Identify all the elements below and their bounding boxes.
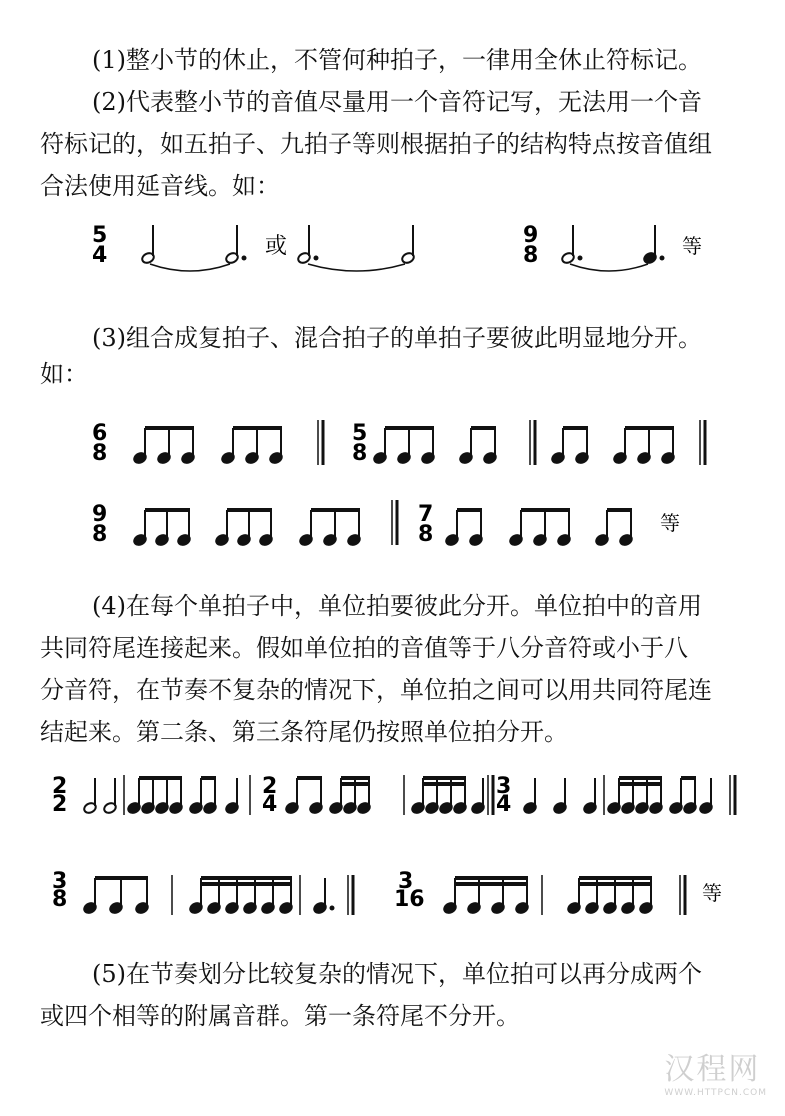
beam (201, 882, 292, 886)
beam (607, 508, 632, 512)
tie (570, 264, 648, 271)
beam (521, 508, 570, 512)
beam (233, 426, 282, 430)
paragraph-4-line-2: 共同符尾连接起来。假如单位拍的音值等于八分音符或小于八 (40, 634, 688, 662)
ex4-timesig-b-top: 2 (262, 774, 278, 799)
beam (139, 776, 182, 780)
example-5-simple (52, 869, 722, 912)
beam (341, 782, 370, 786)
augmentation-dot (314, 256, 319, 261)
ex1-timesig-a-bottom: 4 (92, 243, 108, 268)
beam (95, 876, 148, 880)
paragraph-2-line-2: 符标记的，如五拍子、九拍子等则根据拍子的结构特点按音值组 (40, 130, 712, 158)
ex4-timesig-a-bottom: 2 (52, 792, 68, 817)
paragraph-2-line-1: (2)代表整小节的音值尽量用一个音符记写，无法用一个音 (92, 88, 702, 116)
ex4-timesig-b-bottom: 4 (262, 792, 278, 817)
ex5-timesig-b-top: 3 (398, 869, 414, 894)
beam (201, 776, 216, 780)
beam (457, 508, 482, 512)
beam (579, 876, 652, 880)
beam (227, 508, 272, 512)
watermark-url: WWW.HTTPCN.COM (664, 1088, 767, 1098)
beam (385, 426, 434, 430)
beam (471, 426, 496, 430)
paragraph-3-line-1: (3)组合成复拍子、混合拍子的单拍子要彼此明显地分开。 (92, 324, 702, 352)
watermark-brand: 汉程网 (664, 1052, 761, 1087)
ex5-timesig-a-top: 3 (52, 869, 68, 894)
ex4-timesig-c-top: 3 (496, 774, 512, 799)
ex2-timesig-a-top: 6 (92, 421, 108, 446)
ex1-timesig-a-top: 5 (92, 223, 108, 248)
notes-layer (83, 225, 735, 915)
ex3-timesig-b-top: 7 (418, 502, 434, 527)
beam (681, 776, 696, 780)
augmentation-dot (578, 256, 583, 261)
paragraph-2-line-3: 合法使用延音线。如： (40, 172, 280, 200)
ex5-timesig-b-bottom: 16 (394, 887, 425, 912)
example-1-ties (92, 223, 702, 268)
ex2-timesig-b-bottom: 8 (352, 441, 368, 466)
ex1-timesig-b-bottom: 8 (523, 243, 539, 268)
ex4-timesig-a-top: 2 (52, 774, 68, 799)
beam (423, 776, 466, 780)
beam (563, 426, 588, 430)
beam (311, 508, 360, 512)
beam (145, 426, 194, 430)
augmentation-dot (660, 256, 665, 261)
beam (297, 776, 322, 780)
ex3-timesig-b-bottom: 8 (418, 522, 434, 547)
beam (455, 882, 528, 886)
ex3-timesig-a-top: 9 (92, 502, 108, 527)
beam (201, 876, 292, 880)
beam (455, 876, 528, 880)
ex5-timesig-a-bottom: 8 (52, 887, 68, 912)
ex4-timesig-c-bottom: 4 (496, 792, 512, 817)
beam (341, 776, 370, 780)
augmentation-dot (330, 906, 335, 911)
ex2-timesig-b-top: 5 (352, 421, 368, 446)
paragraph-1: (1)整小节的休止，不管何种拍子，一律用全休止符标记。 (92, 46, 702, 74)
ex3-etc-label: 等 (660, 511, 680, 535)
beam (619, 776, 662, 780)
beam (423, 782, 466, 786)
tie (308, 264, 405, 271)
beam (625, 426, 674, 430)
beam (145, 508, 190, 512)
paragraph-4-line-3: 分音符，在节奏不复杂的情况下，单位拍之间可以用共同符尾连 (40, 676, 712, 704)
tie (150, 264, 230, 271)
watermark (664, 1044, 767, 1098)
paragraph-4-line-4: 结起来。第二条、第三条符尾仍按照单位拍分开。 (40, 718, 568, 746)
ex1-or-label: 或 (265, 234, 288, 259)
ex1-timesig-b-top: 9 (523, 223, 539, 248)
paragraph-4-line-1: (4)在每个单拍子中，单位拍要彼此分开。单位拍中的音用 (92, 592, 702, 620)
ex2-timesig-a-bottom: 8 (92, 441, 108, 466)
ex5-etc-label: 等 (702, 881, 722, 905)
paragraph-5-line-2: 或四个相等的附属音群。第一条符尾不分开。 (40, 1002, 520, 1030)
beam (619, 782, 662, 786)
ex3-timesig-a-bottom: 8 (92, 522, 108, 547)
ex1-etc-label: 等 (682, 234, 702, 258)
beam (579, 882, 652, 886)
paragraph-3-line-2: 如： (40, 360, 88, 388)
paragraph-5-line-1: (5)在节奏划分比较复杂的情况下，单位拍可以再分成两个 (92, 960, 702, 988)
augmentation-dot (242, 256, 247, 261)
